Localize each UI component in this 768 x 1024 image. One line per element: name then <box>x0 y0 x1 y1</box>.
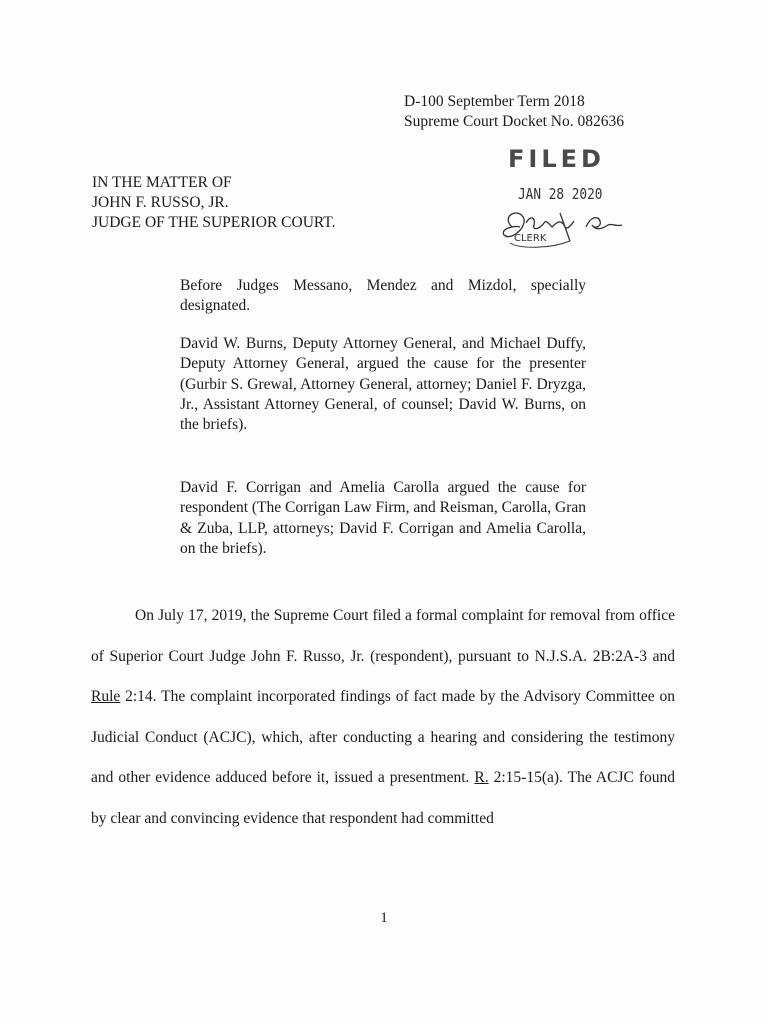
respondent-counsel: David F. Corrigan and Amelia Carolla argued the cause for respondent (The Corrigan Law Firm, and Reisman, Carolla, Gran & Zuba, LLP, attorneys; David F. Corrigan and Amelia Carolla, on the briefs). <box>180 479 586 557</box>
filed-stamp <box>490 145 640 255</box>
opinion-paragraph <box>91 596 675 839</box>
opinion-body <box>91 596 675 839</box>
paragraph-text-b: 2:14. The complaint incorporated findings of fact made by the Advisory Committee on Judicial Conduct (ACJC), which, after conducting a hearing and considering the testimony and other evidence adduced before it, issued a presentment. <box>91 688 675 786</box>
filed-stamp-date: JAN 28 2020 <box>518 185 603 203</box>
caption-line-3: JUDGE OF THE SUPERIOR COURT. <box>92 214 336 231</box>
r-citation: R. <box>474 769 489 786</box>
docket-term: D-100 September Term 2018 <box>404 93 585 110</box>
presenter-counsel: David W. Burns, Deputy Attorney General, and Michael Duffy, Deputy Attorney General, argued the cause for the presenter (Gurbir S. Grewal, Attorney General, attorney; Daniel F. Dryzga, Jr., Assistant Attorney General, of counsel; David W. Burns, on the briefs). <box>180 335 586 434</box>
rule-citation: Rule <box>91 688 121 705</box>
filed-stamp-clerk: CLERK <box>514 233 547 244</box>
panel-judges: Before Judges Messano, Mendez and Mizdol, specially designated. <box>180 277 586 315</box>
docket-number: Supreme Court Docket No. 082636 <box>404 113 624 130</box>
caption-line-1: IN THE MATTER OF <box>92 174 232 191</box>
docket-info <box>404 92 624 132</box>
clerk-signature <box>490 205 640 250</box>
paragraph-text-a: On July 17, 2019, the Supreme Court filed a formal complaint for removal from office of Superior Court Judge John F. Russo, Jr. (respondent), pursuant to N.J.S.A. 2B:2A-3 and <box>91 607 675 665</box>
case-caption <box>92 173 336 233</box>
page-number: 1 <box>380 910 388 926</box>
caption-line-2: JOHN F. RUSSO, JR. <box>92 194 229 211</box>
paragraph-text-c: 2:15-15(a). The ACJC found by clear and convincing evidence that respondent had committed <box>91 769 675 827</box>
filed-stamp-label: FILED <box>508 145 605 173</box>
